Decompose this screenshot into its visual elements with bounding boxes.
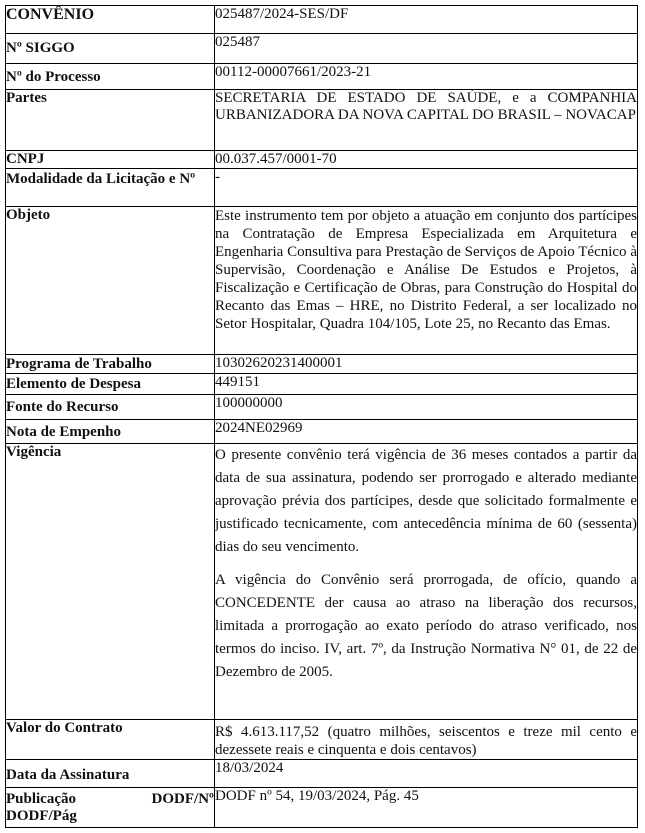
empenho-label: Nota de Empenho — [6, 420, 215, 444]
partes-label: Partes — [6, 90, 215, 151]
row-programa — [6, 355, 638, 374]
row-publicacao — [6, 788, 638, 828]
siggo-label: Nº SIGGO — [6, 34, 215, 64]
programa-value: 10302620231400001 — [215, 355, 638, 374]
data-assinatura-label: Data da Assinatura — [6, 760, 215, 788]
cnpj-value: 00.037.457/0001-70 — [215, 151, 638, 169]
row-empenho — [6, 420, 638, 444]
vigencia-paragraph-2: A vigência do Convênio será prorrogada, de ofício, quando a CONCEDENTE der causa ao atraso na liberação dos recursos, limitada a prorrogação ao exato período do atraso verificado, nos termos do inciso. IV, art. 7º, da Instrução Normativa N° 01, de 22 de Dezembro de 2005. — [215, 572, 637, 680]
row-fonte — [6, 395, 638, 420]
row-elemento — [6, 374, 638, 395]
programa-label: Programa de Trabalho — [6, 355, 215, 374]
vigencia-label: Vigência — [6, 444, 215, 720]
elemento-label: Elemento de Despesa — [6, 374, 215, 395]
publicacao-label-right: DODF/Nº — [151, 791, 214, 807]
fonte-value: 100000000 — [215, 395, 638, 420]
processo-label: Nº do Processo — [6, 64, 215, 90]
row-vigencia — [6, 444, 638, 720]
row-cnpj — [6, 151, 638, 169]
publicacao-label-line2: DODF/Pág — [6, 808, 77, 824]
fonte-label: Fonte do Recurso — [6, 395, 215, 420]
modalidade-label: Modalidade da Licitação e Nº — [6, 169, 215, 207]
row-data-assinatura — [6, 760, 638, 788]
elemento-value: 449151 — [215, 374, 638, 395]
row-valor — [6, 720, 638, 760]
publicacao-label — [6, 788, 215, 828]
row-siggo — [6, 34, 638, 64]
objeto-label: Objeto — [6, 207, 215, 355]
vigencia-paragraph-1: O presente convênio terá vigência de 36 meses contados a partir da data de sua assinatura, podendo ser prorrogado e alterado mediante aprovação prévia dos partícipes, desde que solicitado formalmente e justificado tecnicamente, com antecedência mínima de 60 (sessenta) dias do seu vencimento. — [215, 447, 637, 555]
modalidade-value: - — [215, 169, 638, 207]
publicacao-value: DODF nº 54, 19/03/2024, Pág. 45 — [215, 788, 638, 828]
partes-value: SECRETARIA DE ESTADO DE SAÚDE, e a COMPANHIA URBANIZADORA DA NOVA CAPITAL DO BRASIL – NOVACAP — [215, 90, 638, 151]
objeto-value: Este instrumento tem por objeto a atuação em conjunto dos partícipes na Contratação de Empresa Especializada em Arquitetura e Engenharia Consultiva para Prestação de Serviços de Apoio Técnico à Supervisão, Coordenação e Análise De Estudos e Projetos, à Fiscalização e Certificação de Obras, para Construção do Hospital do Recanto das Emas – HRE, no Distrito Federal, a ser localizado no Setor Hospitalar, Quadra 104/105, Lote 25, no Recanto das Emas. — [215, 207, 638, 355]
row-convenio — [6, 6, 638, 34]
row-objeto — [6, 207, 638, 355]
convenio-value: 025487/2024-SES/DF — [215, 6, 638, 34]
valor-value: R$ 4.613.117,52 (quatro milhões, seiscentos e treze mil cento e dezessete reais e cinquenta e dois centavos) — [215, 720, 638, 760]
row-processo — [6, 64, 638, 90]
siggo-value: 025487 — [215, 34, 638, 64]
data-assinatura-value: 18/03/2024 — [215, 760, 638, 788]
convenio-table — [5, 5, 638, 828]
processo-value: 00112-00007661/2023-21 — [215, 64, 638, 90]
publicacao-label-left: Publicação — [6, 791, 76, 807]
valor-label: Valor do Contrato — [6, 720, 215, 760]
cnpj-label: CNPJ — [6, 151, 215, 169]
row-partes — [6, 90, 638, 151]
vigencia-value — [215, 444, 638, 720]
row-modalidade — [6, 169, 638, 207]
convenio-label: CONVÊNIO — [6, 6, 215, 34]
empenho-value: 2024NE02969 — [215, 420, 638, 444]
